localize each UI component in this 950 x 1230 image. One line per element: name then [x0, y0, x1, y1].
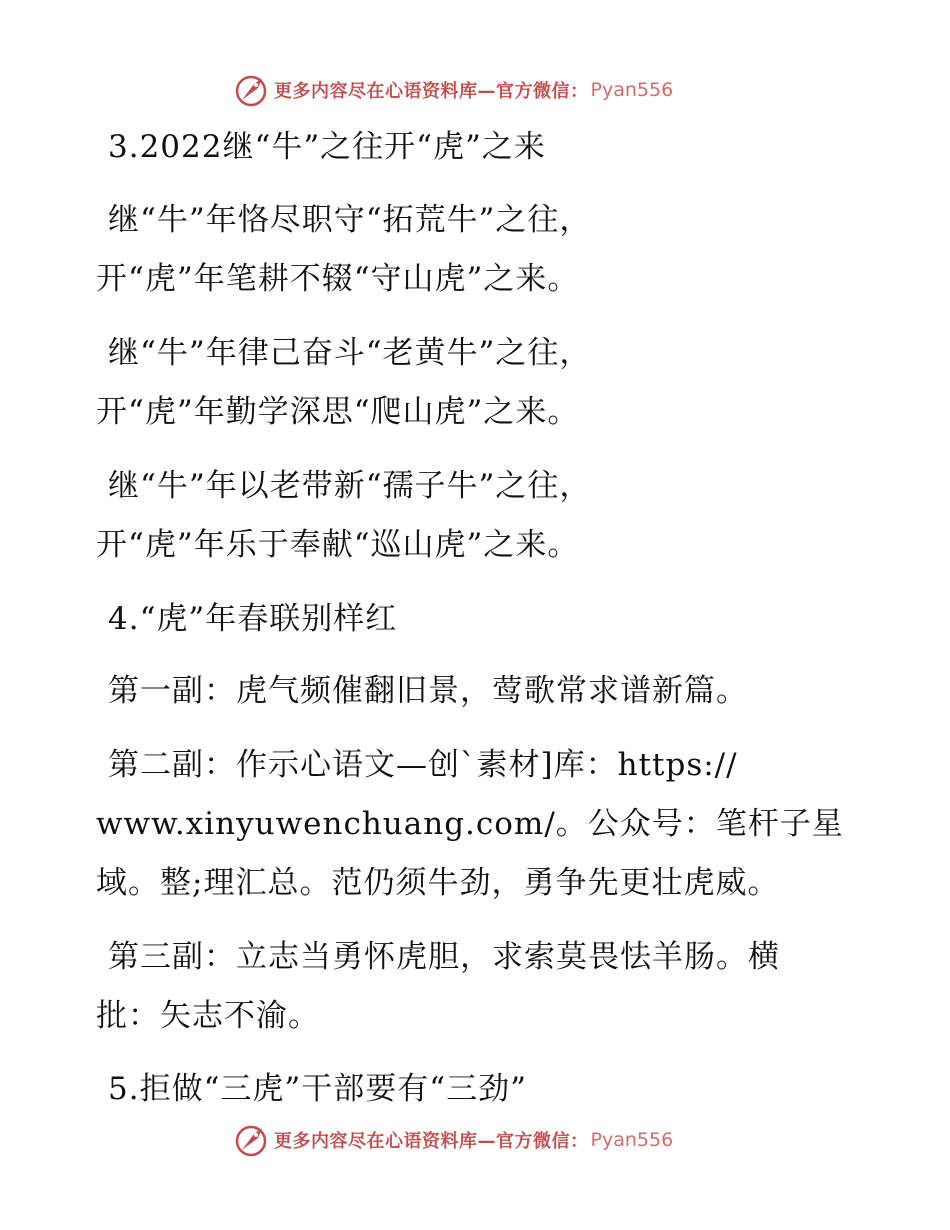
banner-text: 更多内容尽在心语资料库—官方微信：	[274, 81, 589, 102]
pen-nib-logo-icon	[234, 1122, 270, 1158]
text-line: 域。整;理汇总。范仍须牛劲，勇争先更壮虎威。	[96, 865, 780, 901]
header-banner	[234, 70, 673, 110]
section-heading-5: 5.拒做“三虎”干部要有“三劲”	[108, 1071, 527, 1107]
section-heading-3: 3.2022继“牛”之往开“虎”之来	[108, 129, 546, 165]
text-line: 继“牛”年律己奋斗“老黄牛”之往，	[108, 335, 592, 371]
banner-wechat-id: Pyan556	[590, 1129, 674, 1151]
section-heading-4: 4.“虎”年春联别样红	[108, 601, 398, 637]
banner-text: 更多内容尽在心语资料库—官方微信：	[274, 1131, 589, 1152]
text-line: 开“虎”年笔耕不辍“守山虎”之来。	[96, 261, 580, 297]
text-line: 第二副：作示心语文—创`素材]库：https://	[108, 747, 738, 783]
text-line: 继“牛”年恪尽职守“拓荒牛”之往，	[108, 202, 592, 238]
text-line: 批：矢志不渝。	[96, 998, 320, 1034]
text-line: 第一副：虎气频催翻旧景，莺歌常求谱新篇。	[108, 673, 748, 709]
text-line: 第三副：立志当勇怀虎胆，求索莫畏怯羊肠。横	[108, 939, 780, 975]
footer-banner	[234, 1120, 673, 1160]
banner-wechat-id: Pyan556	[590, 79, 674, 101]
text-line: 开“虎”年乐于奉献“巡山虎”之来。	[96, 527, 580, 563]
text-line: www.xinyuwenchuang.com/。公众号：笔杆子星	[96, 806, 844, 842]
text-line: 开“虎”年勤学深思“爬山虎”之来。	[96, 394, 580, 430]
text-line: 继“牛”年以老带新“孺子牛”之往，	[108, 468, 592, 504]
pen-nib-logo-icon	[234, 72, 270, 108]
